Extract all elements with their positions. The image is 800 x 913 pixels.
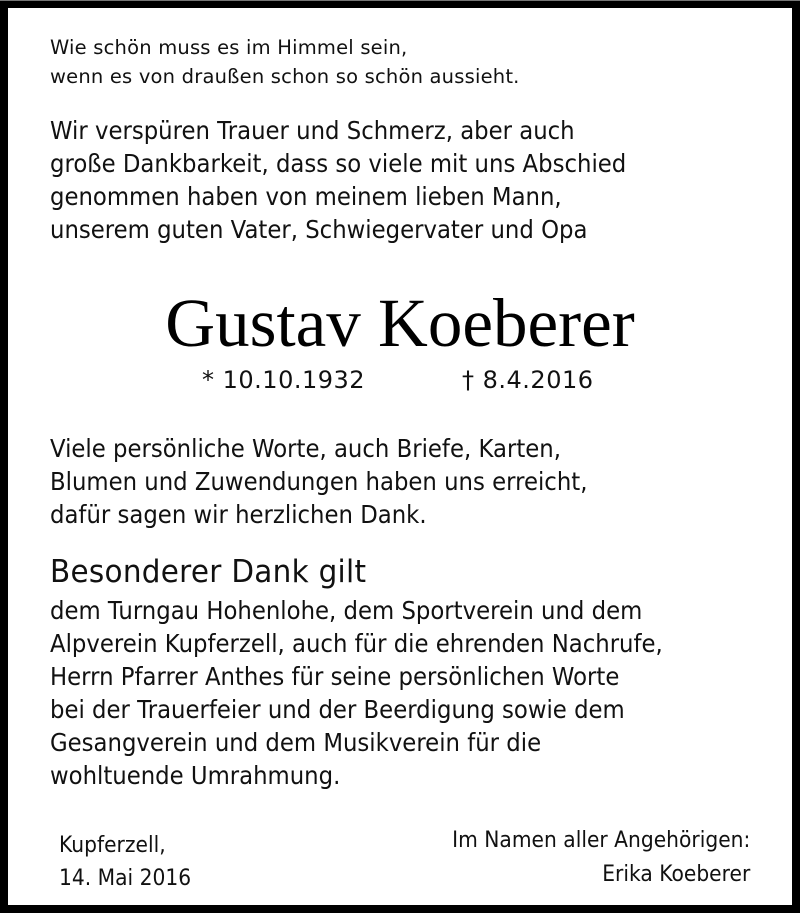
intro-line: unserem guten Vater, Schwiegervater und Opa xyxy=(50,215,588,244)
special-thanks-line: bei der Trauerfeier und der Beerdigung sowie dem xyxy=(50,695,625,724)
special-thanks-line: Gesangverein und dem Musikverein für die xyxy=(50,728,542,757)
thanks-line: Viele persönliche Worte, auch Briefe, Karten, xyxy=(50,434,561,463)
motto-line: Wie schön muss es im Himmel sein, xyxy=(50,36,408,59)
special-thanks-line: wohltuende Umrahmung. xyxy=(50,761,341,790)
special-thanks-line: Herrn Pfarrer Anthes für seine persönlichen Worte xyxy=(50,662,620,691)
intro-line: Wir verspüren Trauer und Schmerz, aber auch xyxy=(50,116,575,145)
death-date: † 8.4.2016 xyxy=(462,366,594,394)
signer-name: Erika Koeberer xyxy=(601,861,750,887)
deceased-name: Gustav Koeberer xyxy=(165,285,635,361)
thanks-line: dafür sagen wir herzlichen Dank. xyxy=(50,500,427,529)
motto-line: wenn es von draußen schon so schön aussieht. xyxy=(50,65,520,88)
intro-text xyxy=(50,114,626,246)
special-thanks-line: dem Turngau Hohenlohe, dem Sportverein und dem xyxy=(50,596,643,625)
special-thanks-heading: Besonderer Dank gilt xyxy=(50,554,367,590)
birth-date: * 10.10.1932 xyxy=(202,366,366,394)
place-date xyxy=(59,829,191,895)
place: Kupferzell, xyxy=(59,832,166,858)
intro-line: genommen haben von meinem lieben Mann, xyxy=(50,182,562,211)
motto-quote xyxy=(50,33,520,91)
signature xyxy=(452,823,750,891)
special-thanks-line: Alpverein Kupferzell, auch für die ehrenden Nachrufe, xyxy=(50,629,663,658)
on-behalf-label: Im Namen aller Angehörigen: xyxy=(451,827,750,853)
thanks-text xyxy=(50,432,587,531)
intro-line: große Dankbarkeit, dass so viele mit uns Abschied xyxy=(50,149,627,178)
special-thanks-text xyxy=(50,594,663,792)
thanks-line: Blumen und Zuwendungen haben uns erreicht, xyxy=(50,467,588,496)
date: 14. Mai 2016 xyxy=(59,865,192,891)
